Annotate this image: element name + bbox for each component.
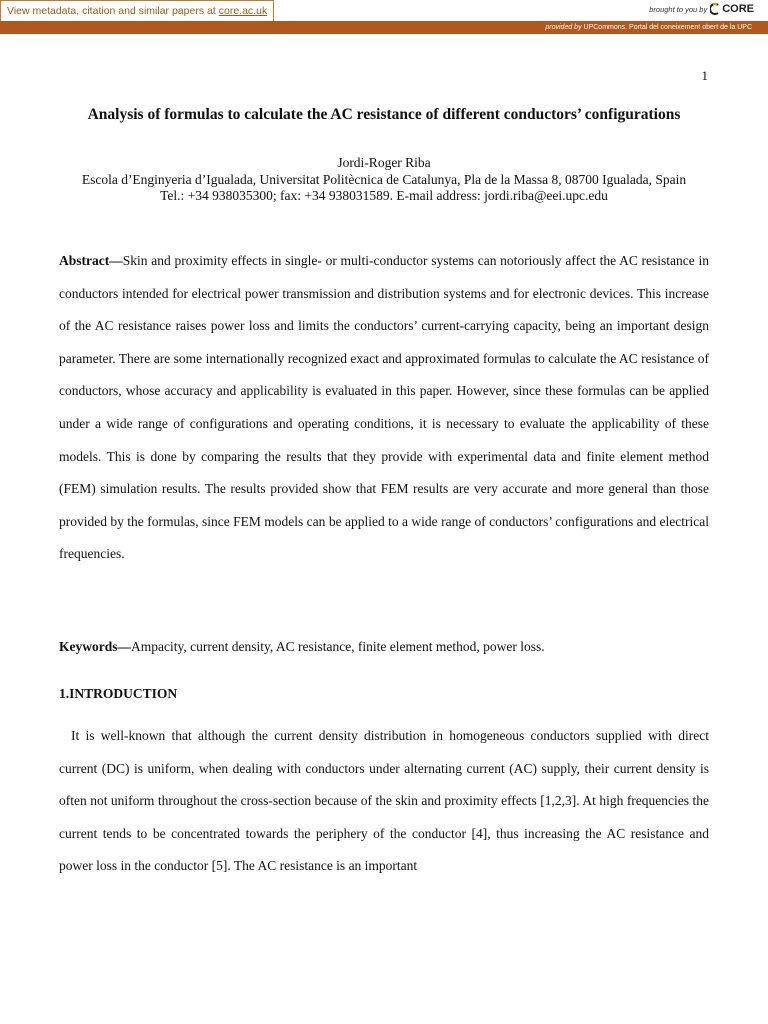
provided-text[interactable]: UPCommons. Portal del coneixement obert de la UPC — [583, 24, 752, 31]
author-block — [55, 155, 713, 205]
abstract-label: Abstract— — [59, 253, 123, 268]
paper-title: Analysis of formulas to calculate the AC resistance of different conductors’ configurations — [87, 106, 681, 123]
core-link[interactable]: core.ac.uk — [218, 5, 268, 17]
brought-to-you — [649, 3, 754, 15]
core-logo-text: CORE — [722, 3, 754, 15]
abstract-text: Skin and proximity effects in single- or multi-conductor systems can notoriously affect the AC resistance in conductors intended for electrical power transmission and distribution systems and for electronic devices. This increase of the AC resistance raises power loss and limits the conductors’ current-carrying capacity, being an important design parameter. There are some internationally recognized exact and approximated formulas to calculate the AC resistance of conductors, whose accuracy and applicability is evaluated in this paper. However, since these formulas can be applied under a wide range of configurations and operating conditions, it is necessary to evaluate the applicability of these models. This is done by comparing the results that they provide with experimental data and finite element method (FEM) simulation results. The results provided show that FEM results are very accurate and more general than those provided by the formulas, since FEM models can be applied to a wide range of conductors’ configurations and electrical frequencies. — [59, 253, 709, 562]
core-logo[interactable] — [710, 3, 754, 15]
core-banner — [0, 0, 768, 21]
keywords-label: Keywords— — [59, 639, 131, 654]
core-metadata-text: View metadata, citation and similar papers at — [7, 5, 216, 17]
author-contact: Tel.: +34 938035300; fax: +34 938031589. E-mail address: jordi.riba@eei.upc.edu — [160, 188, 608, 203]
keywords-text: Ampacity, current density, AC resistance, finite element method, power loss. — [131, 639, 545, 654]
brought-text: brought to you by — [649, 4, 708, 14]
introduction-text: It is well-known that although the current density distribution in homogeneous conductors supplied with direct current (DC) is uniform, when dealing with conductors under alternating current (AC) supply, their current density is often not uniform throughout the cross-section because of the skin and proximity effects [1,2,3]. At high frequencies the current tends to be concentrated towards the periphery of the conductor [4], thus increasing the AC resistance and power loss in the conductor [5]. The AC resistance is an important — [59, 728, 709, 874]
abstract — [59, 245, 709, 571]
provided-label: provided by — [545, 24, 582, 31]
author-affiliation: Escola d’Enginyeria d’Igualada, Universitat Politècnica de Catalunya, Pla de la Massa 8, 08700 Igualada, Spain — [81, 171, 687, 187]
provided-by-bar — [0, 21, 768, 34]
section-heading: 1.INTRODUCTION — [59, 686, 178, 701]
page-number: 1 — [701, 68, 708, 83]
author-name: Jordi-Roger Riba — [337, 155, 431, 170]
core-logo-icon — [710, 3, 720, 15]
keywords — [59, 636, 709, 658]
core-metadata-box — [0, 0, 274, 21]
